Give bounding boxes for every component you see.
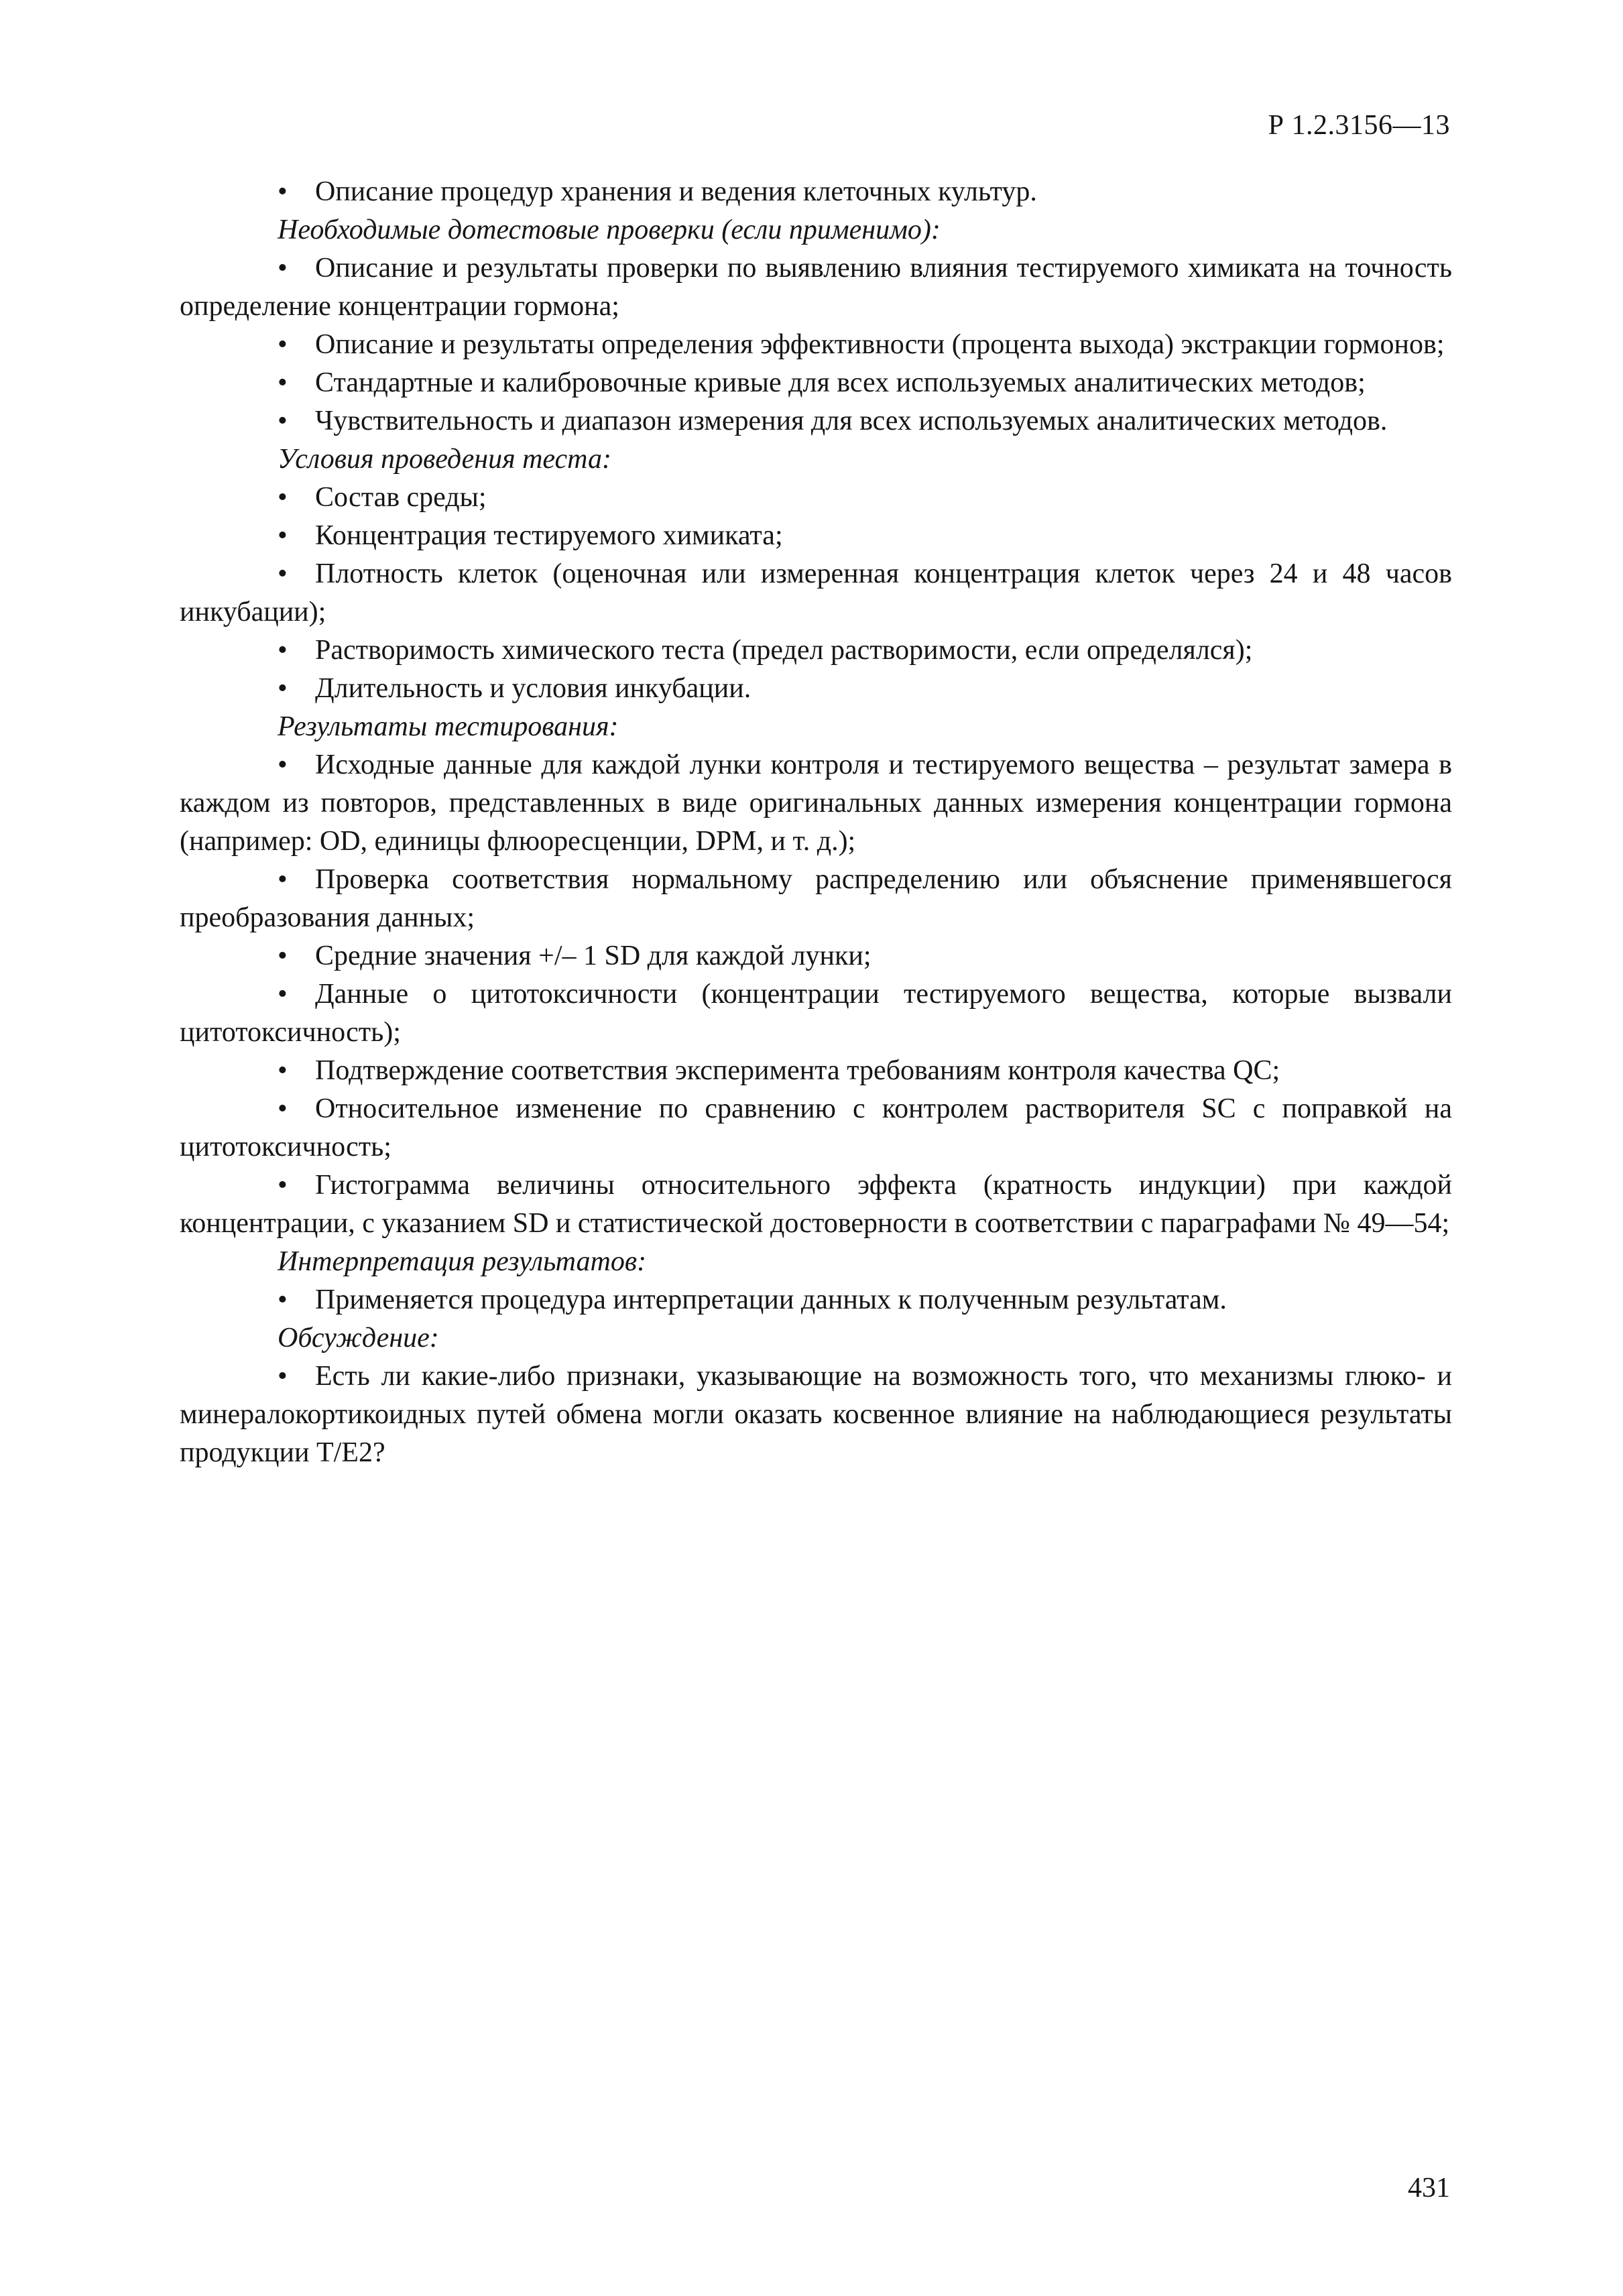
bullet-icon: • <box>278 520 288 551</box>
list-item-text: Описание и результаты проверки по выявлению влияния тестируемого химиката на точность определение концентрации гормона; <box>180 253 1452 322</box>
bullet-icon: • <box>278 558 288 589</box>
list-item <box>180 1166 1452 1243</box>
bullet-icon: • <box>278 979 288 1010</box>
list-item <box>180 631 1452 670</box>
list-item-text: Подтверждение соответствия эксперимента требованиям контроля качества QC; <box>315 1055 1280 1086</box>
bullet-icon: • <box>278 176 288 207</box>
bullet-icon: • <box>278 749 288 780</box>
bullet-icon: • <box>278 864 288 895</box>
list-item <box>180 326 1452 364</box>
list-item-text: Растворимость химического теста (предел растворимости, если определялся); <box>315 635 1253 666</box>
list-item <box>180 861 1452 937</box>
list-item-text: Относительное изменение по сравнению с контролем растворителя SC с поправкой на цитотоксичность; <box>180 1093 1452 1162</box>
list-item <box>180 746 1452 861</box>
bullet-icon: • <box>278 1170 288 1201</box>
list-item <box>180 555 1452 631</box>
list-item <box>180 1052 1452 1090</box>
list-item-text: Описание и результаты определения эффективности (процента выхода) экстракции гормонов; <box>315 329 1445 360</box>
bullet-icon: • <box>278 1361 288 1392</box>
list-item-text: Чувствительность и диапазон измерения для всех используемых аналитических методов. <box>315 406 1388 436</box>
section-heading: Интерпретация результатов: <box>278 1246 647 1277</box>
list-item-text: Плотность клеток (оценочная или измеренная концентрация клеток через 24 и 48 часов инкубации); <box>180 558 1452 627</box>
list-item-text: Данные о цитотоксичности (концентрации тестируемого вещества, которые вызвали цитотоксичность); <box>180 979 1452 1048</box>
list-item-text: Описание процедур хранения и ведения клеточных культур. <box>315 176 1037 207</box>
bullet-icon: • <box>278 635 288 666</box>
list-item <box>180 364 1452 402</box>
section-heading: Условия проведения теста: <box>278 444 611 475</box>
list-item <box>180 517 1452 555</box>
bullet-icon: • <box>278 367 288 398</box>
bullet-icon: • <box>278 1093 288 1124</box>
page-number: 431 <box>1408 2173 1450 2203</box>
document-body <box>180 173 1452 1472</box>
list-item <box>180 402 1452 440</box>
list-item-text: Гистограмма величины относительного эффекта (кратность индукции) при каждой концентрации, с указанием SD и статистической достоверности в соответствии с параграфами № 49—54; <box>180 1170 1452 1239</box>
list-item-text: Длительность и условия инкубации. <box>315 673 752 704</box>
list-item-text: Концентрация тестируемого химиката; <box>315 520 783 551</box>
bullet-icon: • <box>278 1055 288 1086</box>
list-item <box>180 1357 1452 1472</box>
section-heading: Результаты тестирования: <box>278 711 619 742</box>
bullet-icon: • <box>278 329 288 360</box>
bullet-icon: • <box>278 253 288 284</box>
bullet-icon: • <box>278 1284 288 1315</box>
list-item <box>180 249 1452 326</box>
list-item-text: Средние значения +/– 1 SD для каждой лунки; <box>315 941 871 971</box>
document-code: Р 1.2.3156—13 <box>1268 110 1450 141</box>
list-item <box>180 670 1452 708</box>
list-item <box>180 173 1452 211</box>
bullet-icon: • <box>278 482 288 513</box>
list-item <box>180 937 1452 975</box>
section-heading: Обсуждение: <box>278 1323 439 1353</box>
bullet-icon: • <box>278 406 288 436</box>
list-item <box>180 975 1452 1052</box>
bullet-icon: • <box>278 673 288 704</box>
list-item <box>180 1281 1452 1319</box>
list-item-text: Есть ли какие-либо признаки, указывающие на возможность того, что механизмы глюко- и минералокортикоидных путей обмена могли оказать косвенное влияние на наблюдающиеся результаты продукции T/E2? <box>180 1361 1452 1468</box>
list-item <box>180 479 1452 517</box>
list-item-text: Применяется процедура интерпретации данных к полученным результатам. <box>315 1284 1227 1315</box>
list-item-text: Стандартные и калибровочные кривые для всех используемых аналитических методов; <box>315 367 1366 398</box>
section-heading: Необходимые дотестовые проверки (если применимо): <box>278 215 941 245</box>
list-item-text: Исходные данные для каждой лунки контроля и тестируемого вещества – результат замера в каждом из повторов, представленных в виде оригинальных данных измерения концентрации гормона (например: OD, единицы флюоресценции, DPM, и т. д.); <box>180 749 1452 857</box>
list-item-text: Проверка соответствия нормальному распределению или объяснение применявшегося преобразования данных; <box>180 864 1452 933</box>
bullet-icon: • <box>278 941 288 971</box>
list-item <box>180 1090 1452 1166</box>
list-item-text: Состав среды; <box>315 482 487 513</box>
